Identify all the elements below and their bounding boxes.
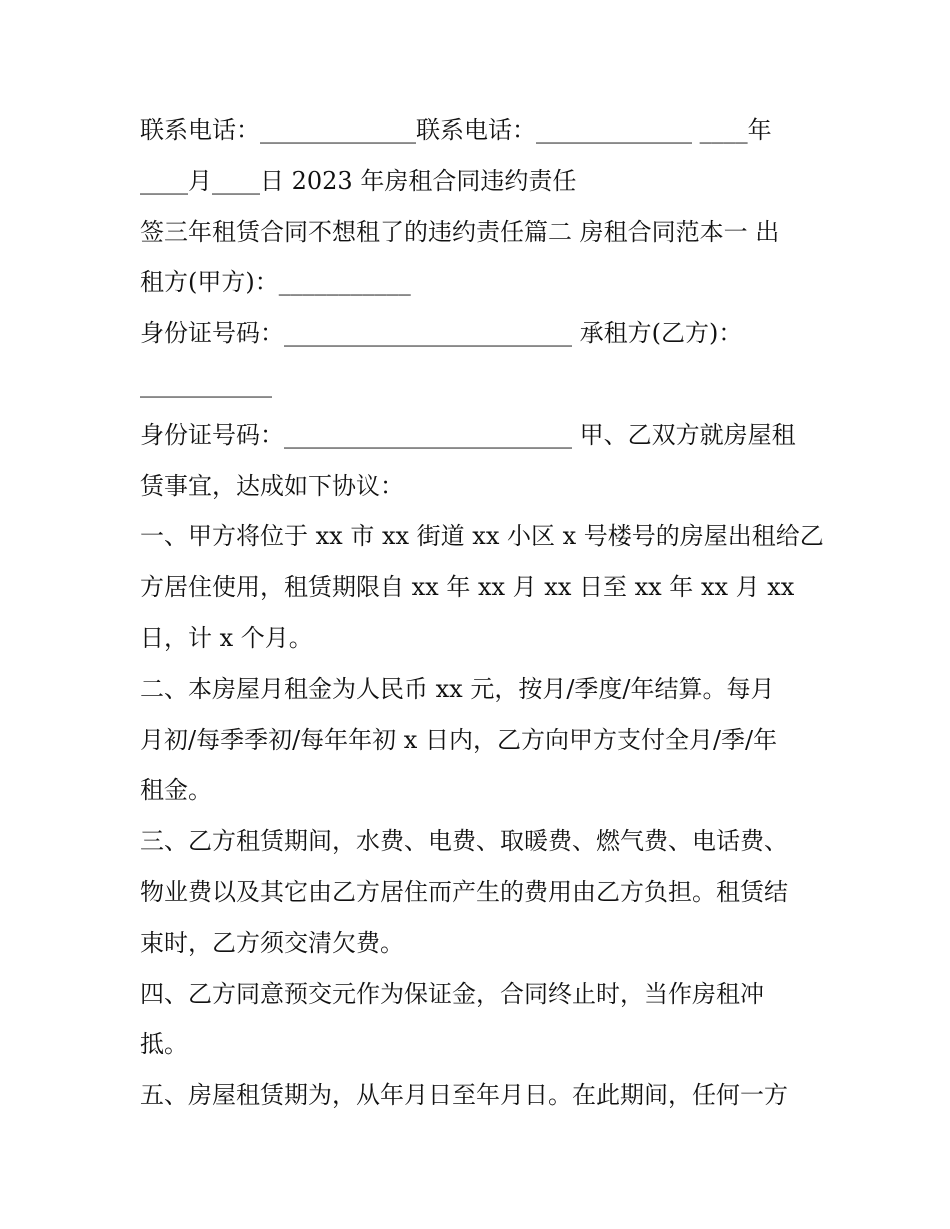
text-line: 联系电话：_____________联系电话：_____________ ____年 (140, 116, 772, 144)
text-line: 方居住使用，租赁期限自 xx 年 xx 月 xx 日至 xx 年 xx 月 xx (140, 573, 795, 602)
document-body (140, 105, 824, 1121)
text-line: ____月____日 2023 年房租合同违约责任 (140, 166, 577, 195)
text-line: 身份证号码：________________________ 甲、乙双方就房屋租 (140, 420, 796, 449)
text-line: 三、乙方租赁期间，水费、电费、取暖费、燃气费、电话费、 (140, 827, 788, 856)
text-line: 四、乙方同意预交元作为保证金，合同终止时，当作房租冲 (140, 979, 764, 1008)
text-line: ___________ (140, 369, 272, 398)
text-line: 二、本房屋月租金为人民币 xx 元，按月/季度/年结算。每月 (140, 674, 775, 703)
text-line: 物业费以及其它由乙方居住而产生的费用由乙方负担。租赁结 (140, 877, 788, 906)
text-line: 一、甲方将位于 xx 市 xx 街道 xx 小区 x 号楼号的房屋出租给乙 (140, 522, 824, 551)
text-line: 抵。 (140, 1030, 188, 1059)
text-line: 租方(甲方)：___________ (140, 268, 411, 297)
text-line: 月初/每季季初/每年年初 x 日内，乙方向甲方支付全月/季/年 (140, 725, 778, 754)
text-line: 租金。 (140, 776, 212, 805)
text-line: 赁事宜，达成如下协议： (140, 471, 404, 500)
text-line: 五、房屋租赁期为，从年月日至年月日。在此期间，任何一方 (140, 1081, 788, 1110)
text-line: 日，计 x 个月。 (140, 623, 313, 652)
text-line: 签三年租赁合同不想租了的违约责任篇二 房租合同范本一 出 (140, 217, 780, 246)
text-line: 身份证号码：________________________ 承租方(乙方)： (140, 319, 743, 348)
text-line: 束时，乙方须交清欠费。 (140, 928, 404, 957)
